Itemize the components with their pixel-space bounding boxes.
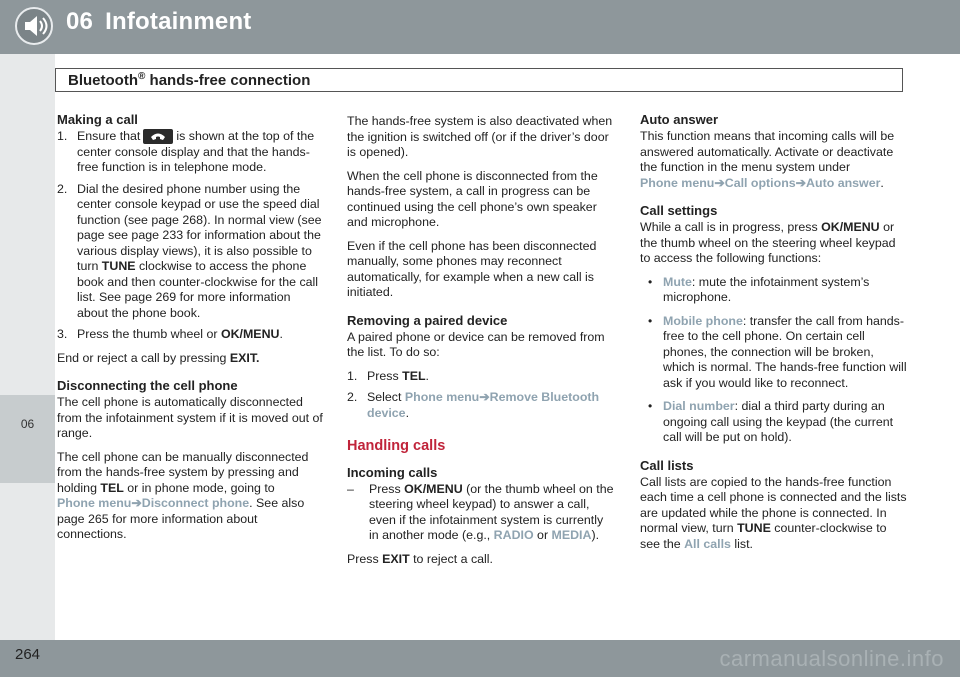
section-header: [55, 68, 903, 92]
list-item: • Mobile phone: transfer the call from hands-free to the cell phone. On certain cell phones, the connection will be broken, which is normal. The hands-free function will ask if you would like to reconnect.: [648, 313, 907, 390]
option-all-calls: All calls: [684, 536, 731, 551]
chapter-banner: [0, 0, 960, 54]
heading-call-lists: Call lists: [640, 457, 694, 473]
menu-path-disconnect-phone: Disconnect phone: [141, 496, 250, 510]
auto-answer-paragraph: This function means that incoming calls will be answered automatically. Activate or deactivate the function in the menu system under Phone menu➔Call options➔Auto answer.: [640, 129, 895, 190]
reconnect-paragraph: Even if the cell phone has been disconnected manually, some phones may reconnect automatically, for example when a new call is initiated.: [347, 238, 597, 299]
arrow-right-icon: ➔: [795, 175, 807, 190]
list-item: • Dial number: dial a third party during an ongoing call using the keypad (the current call will be put on hold).: [648, 399, 894, 444]
chapter-number: 06: [66, 8, 94, 35]
call-lists-paragraph: Call lists are copied to the hands-free function each time a cell phone is connected and the lists are updated while the phone is connected. In normal view, turn TUNE counter-clockwise to see the All calls list.: [640, 474, 907, 551]
arrow-right-icon: ➔: [714, 175, 725, 190]
menu-path-remove-device: Remove Bluetooth device: [367, 390, 600, 420]
disconnect-paragraph-2: The cell phone can be manually disconnected from the hands-free system by pressing and holding TEL or in phone mode, going to Phone menu➔Disconnect phone. See also page 265 for more information about connections.: [57, 449, 309, 541]
chapter-tab-label: 06: [20, 417, 35, 431]
disconnected-paragraph: When the cell phone is disconnected from the hands-free system, a call in progress can be continued using the cell phone’s own speaker and microphone.: [347, 168, 598, 229]
page-number: 264: [14, 646, 41, 663]
mode-radio: RADIO: [493, 528, 534, 542]
steps-list: [57, 129, 323, 343]
menu-path-phone-menu: Phone menu: [640, 175, 715, 190]
list-item: – Press OK/MENU (or the thumb wheel on the steering wheel keypad) to answer a call, even if the infotainment system is currently in another mode (e.g., RADIO or MEDIA).: [347, 481, 614, 542]
chapter-tab: [0, 395, 55, 483]
option-dial-number: Dial number: [663, 399, 735, 413]
heading-removing-device: Removing a paired device: [347, 312, 508, 328]
option-mute: Mute: [663, 274, 692, 289]
disconnect-paragraph-1: The cell phone is automatically disconnected from the infotainment system if it is moved out of range.: [57, 395, 323, 440]
remove-paragraph: A paired phone or device can be removed from the list. To do so:: [347, 329, 605, 359]
phone-handset-icon: [143, 129, 173, 144]
option-mobile-phone: Mobile phone: [663, 313, 743, 328]
heading-call-settings: Call settings: [640, 203, 718, 218]
menu-path-auto-answer: Auto answer: [806, 175, 881, 190]
list-item: 3. Press the thumb wheel or OK/MENU.: [57, 327, 283, 341]
heading-making-call: Making a call: [57, 112, 138, 127]
deactivated-paragraph: The hands-free system is also deactivated when the ignition is switched off (or if the driver’s door is opened).: [347, 114, 613, 159]
heading-incoming-calls: Incoming calls: [347, 464, 438, 480]
column-1: [57, 112, 323, 551]
menu-path-phone-menu: Phone menu: [57, 496, 132, 510]
mode-media: MEDIA: [551, 528, 592, 542]
chapter-title: [66, 8, 252, 36]
heading-handling-calls: Handling calls: [347, 438, 446, 454]
list-item: 1. Press TEL.: [347, 368, 429, 383]
heading-auto-answer: Auto answer: [640, 112, 719, 127]
section-title: Bluetooth® hands-free connection: [68, 71, 311, 89]
arrow-right-icon: ➔: [479, 390, 490, 404]
reject-call-text: Press EXIT to reject a call.: [347, 551, 494, 566]
menu-path-call-options: Call options: [724, 175, 796, 190]
column-3: [640, 112, 908, 560]
chapter-name: Infotainment: [105, 8, 252, 35]
list-item: • Mute: mute the infotainment system’s microphone.: [648, 274, 870, 304]
arrow-right-icon: ➔: [131, 496, 142, 510]
side-strip: [0, 54, 55, 640]
list-item: 1. Ensure that is shown at the top of the center console display and that the hands-free function is in telephone mode.: [57, 129, 315, 174]
menu-path-phone-menu: Phone menu: [404, 390, 480, 404]
remove-steps-list: [347, 369, 615, 422]
heading-disconnecting: Disconnecting the cell phone: [57, 378, 238, 393]
speaker-icon: [14, 6, 54, 46]
call-settings-paragraph: While a call is in progress, press OK/MENU or the thumb wheel on the steering wheel keypad to access the following functions:: [640, 220, 896, 265]
watermark: carmanualsonline.info: [719, 646, 944, 671]
end-call-text: End or reject a call by pressing EXIT.: [57, 350, 260, 365]
list-item: 2. Dial the desired phone number using the center console keypad or use the speed dial function (see page 268). In normal view (see page see page 233 for information about the various display views), it is also possible to turn TUNE clockwise to access the phone book and then counter-clockwise for the call list. See page 269 for more information about the phone book.: [57, 181, 322, 320]
column-2: [347, 114, 615, 575]
list-item: 2. Select Phone menu➔Remove Bluetooth device.: [347, 390, 600, 420]
